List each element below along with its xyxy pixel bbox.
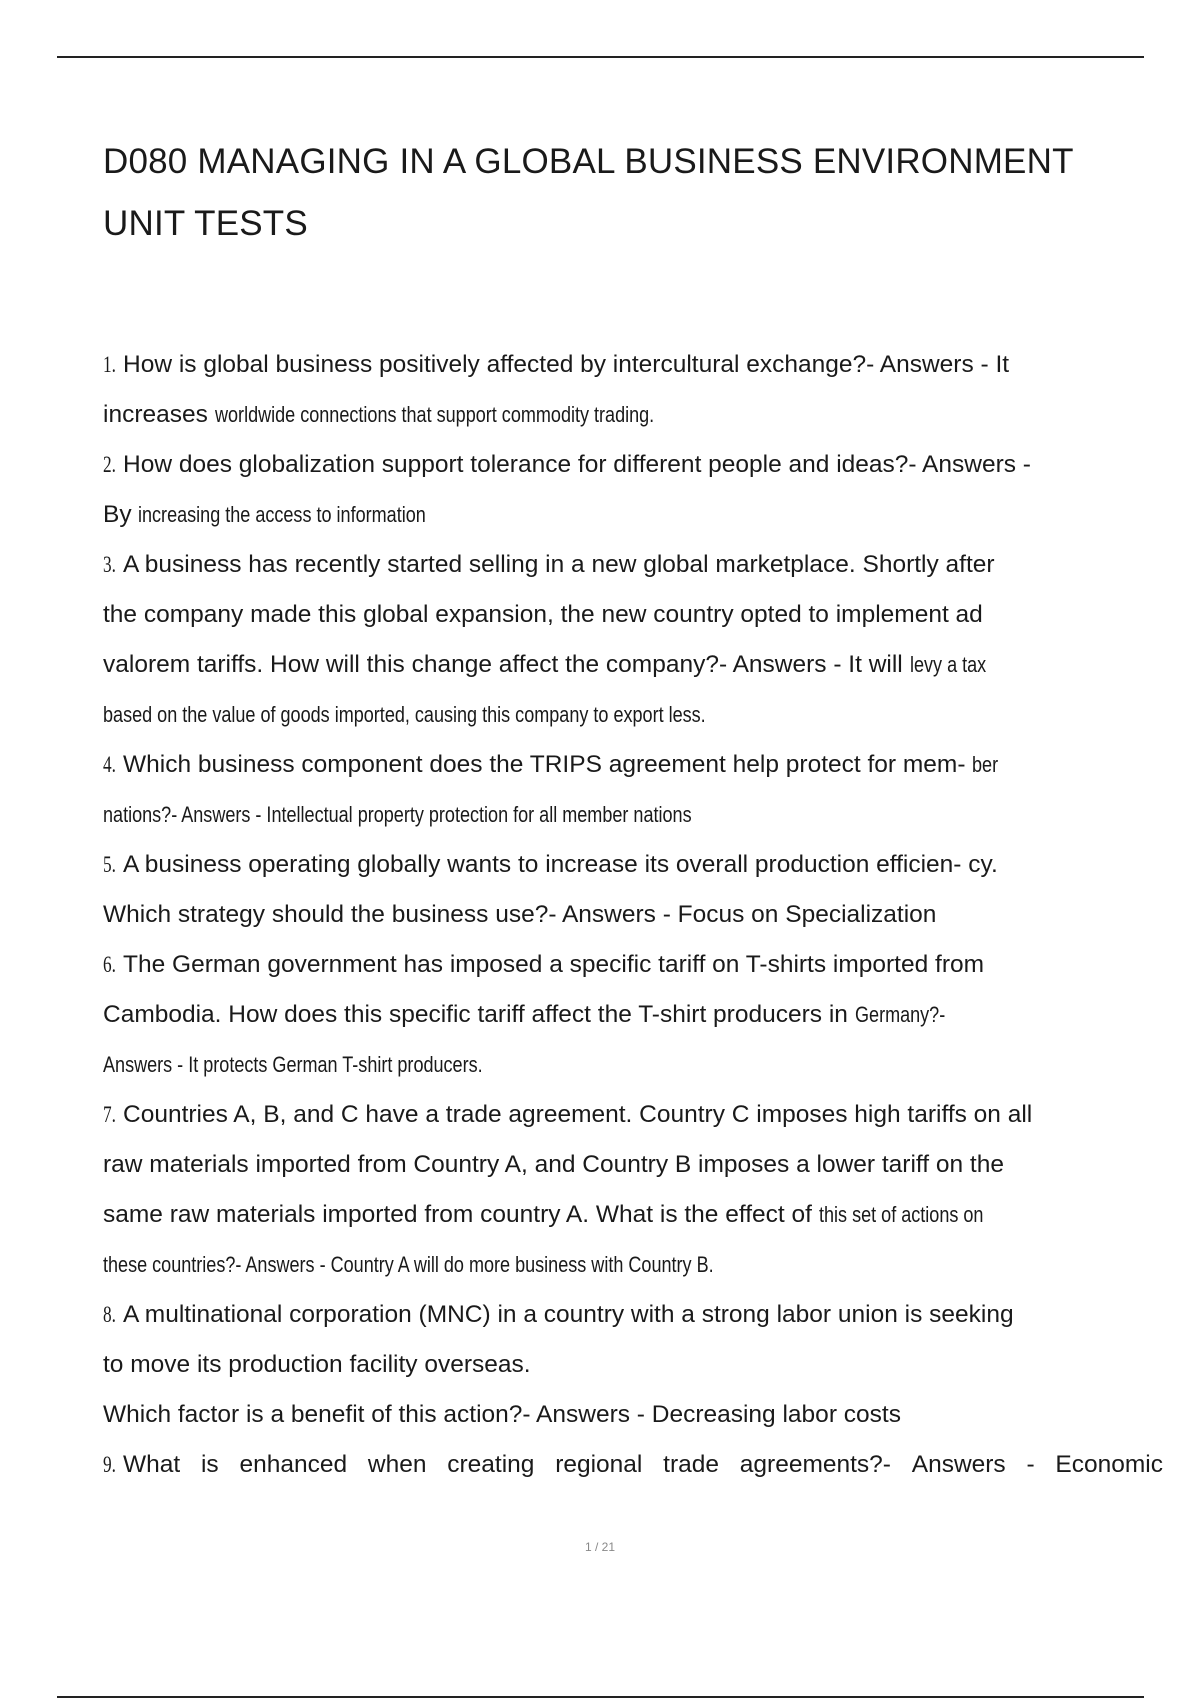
page-number: 1 / 21 [584, 1540, 616, 1554]
answer-text-condensed: levy a tax [909, 652, 986, 677]
answer-text: increases [103, 401, 215, 428]
question-8 [103, 1290, 1163, 1440]
footer-rule [57, 1696, 1144, 1698]
question-text: raw materials imported from Country A, and Country B imposes a lower tariff on the [103, 1151, 1004, 1178]
question-text: Countries A, B, and C have a trade agreement. Country C imposes high tariffs on all [123, 1101, 1033, 1128]
question-9 [103, 1440, 1163, 1490]
question-text: A business has recently started selling in a new global marketplace. Shortly after [123, 551, 995, 578]
question-text: How does globalization support tolerance for different people and ideas?- Answers - [123, 451, 1031, 478]
question-list [103, 340, 1163, 1490]
question-text-condensed: Germany?- [854, 1002, 945, 1027]
question-number: 8. [103, 1302, 116, 1327]
question-text: the company made this global expansion, the new country opted to implement ad [103, 601, 983, 628]
question-3 [103, 540, 1163, 740]
question-2 [103, 440, 1163, 540]
question-1 [103, 340, 1163, 440]
header-rule [57, 56, 1144, 58]
question-word: agreements?- [739, 1451, 891, 1478]
question-word: creating [447, 1451, 535, 1478]
title-line-2: UNIT TESTS [103, 204, 308, 244]
question-text: Which business component does the TRIPS agreement help protect for mem- [123, 751, 973, 778]
question-word: trade [663, 1451, 719, 1478]
question-text: The German government has imposed a specific tariff on T-shirts imported from [123, 951, 985, 978]
question-text: to move its production facility overseas. [103, 1351, 531, 1378]
answer-text-condensed: nations?- Answers - Intellectual property protection for all member nations [103, 802, 692, 827]
question-text: A business operating globally wants to increase its overall production efficien- cy. [123, 851, 998, 878]
question-number: 1. [103, 352, 116, 377]
answer-word: - [1026, 1451, 1035, 1478]
answer-text-condensed: increasing the access to information [138, 502, 427, 527]
question-word: regional [555, 1451, 643, 1478]
answer-word: Answers [911, 1451, 1006, 1478]
answer-text: By [103, 501, 139, 528]
question-number: 5. [103, 852, 116, 877]
question-number: 4. [103, 752, 116, 777]
question-number: 2. [103, 452, 116, 477]
answer-word: Economic [1055, 1451, 1163, 1478]
question-word: when [367, 1451, 427, 1478]
question-number: 7. [103, 1102, 116, 1127]
answer-text-condensed: Answers - It protects German T-shirt producers. [103, 1052, 483, 1077]
answer-text-condensed: these countries?- Answers - Country A will do more business with Country B. [103, 1252, 714, 1277]
answer-text-condensed: worldwide connections that support commodity trading. [214, 402, 654, 427]
question-text-condensed: this set of actions on [818, 1202, 984, 1227]
question-text: A multinational corporation (MNC) in a country with a strong labor union is seeking [123, 1301, 1014, 1328]
title-line-1: D080 MANAGING IN A GLOBAL BUSINESS ENVIRONMENT [103, 142, 1074, 182]
question-4 [103, 740, 1163, 840]
question-text: Cambodia. How does this specific tariff affect the T-shirt producers in [103, 1001, 855, 1028]
question-number: 9. [103, 1452, 116, 1477]
question-text: How is global business positively affected by intercultural exchange?- Answers - It [123, 351, 1010, 378]
question-6 [103, 940, 1163, 1090]
answer-text: Which factor is a benefit of this action?- Answers - Decreasing labor costs [103, 1401, 901, 1428]
answer-text: Which strategy should the business use?- Answers - Focus on Specialization [103, 901, 937, 928]
answer-text-condensed: based on the value of goods imported, causing this company to export less. [103, 702, 706, 727]
document-title [103, 131, 1143, 255]
question-text-condensed: ber [972, 752, 999, 777]
question-number: 6. [103, 952, 116, 977]
question-5 [103, 840, 1163, 940]
question-text: same raw materials imported from country A. What is the effect of [103, 1201, 819, 1228]
question-7 [103, 1090, 1163, 1290]
question-text: valorem tariffs. How will this change affect the company?- Answers - It will [103, 651, 910, 678]
question-number: 3. [103, 552, 116, 577]
question-word: What [123, 1451, 181, 1478]
question-word: enhanced [239, 1451, 348, 1478]
question-word: is [200, 1451, 219, 1478]
